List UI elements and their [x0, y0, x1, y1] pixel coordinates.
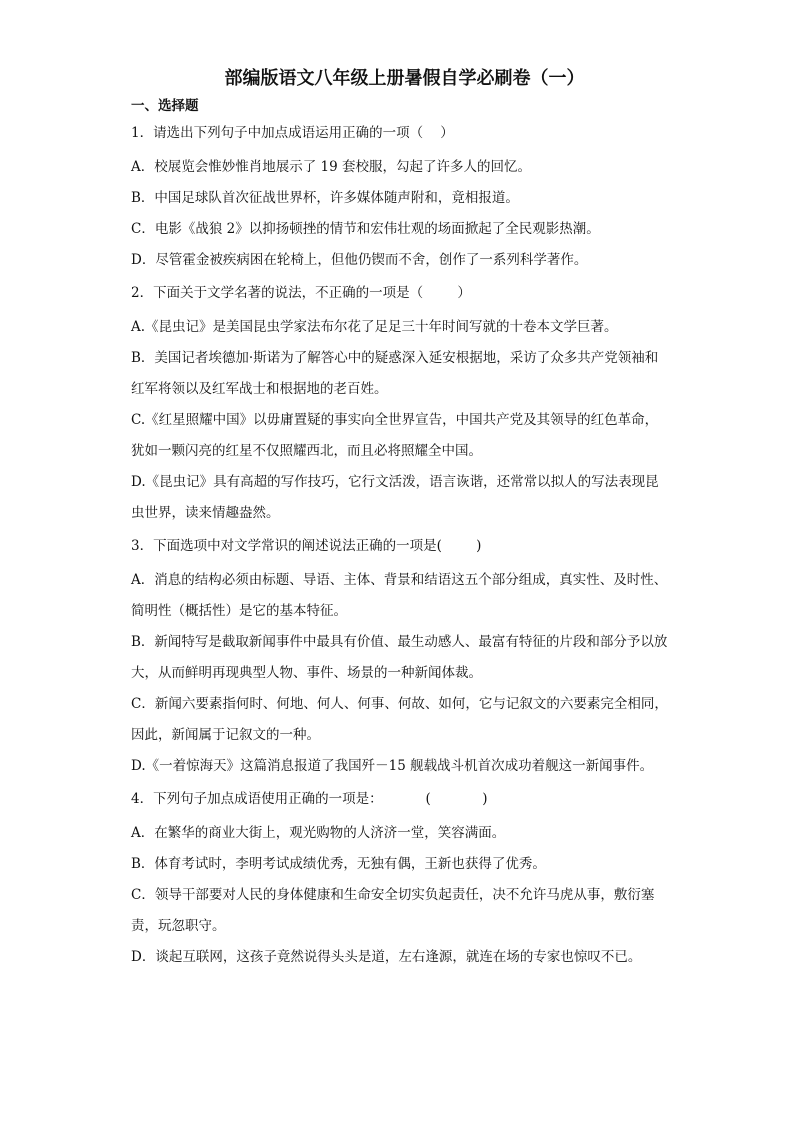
option-d: D．尽管霍金被疾病困在轮椅上，但他仍锲而不舍，创作了一系列科学著作。 [131, 252, 588, 268]
question-2 [131, 282, 670, 529]
option-c: C．领导干部要对人民的身体健康和生命安全切实负起责任，决不允许马虎从事，敷衍塞责，玩忽职守。 [131, 887, 655, 934]
question-stem: 3．下面选项中对文学常识的阐述说法正确的一项是( ) [131, 538, 482, 554]
question-3 [131, 535, 670, 782]
option-b: B．美国记者埃德加·斯诺为了解答心中的疑惑深入延安根据地，采访了众多共产党领袖和红军将领以及红军战士和根据地的老百姓。 [131, 350, 659, 397]
option-c: C．电影《战狼 2》以抑扬顿挫的情节和宏伟壮观的场面掀起了全民观影热潮。 [131, 221, 600, 237]
option-b: B．中国足球队首次征战世界杯，许多媒体随声附和，竟相报道。 [131, 190, 519, 206]
option-b: B．新闻特写是截取新闻事件中最具有价值、最生动感人、最富有特征的片段和部分予以放大，从而鲜明再现典型人物、事件、场景的一种新闻体裁。 [131, 634, 668, 681]
option-d: D.《昆虫记》具有高超的写作技巧，它行文活泼，语言诙谐，还常常以拟人的写法表现昆虫世界，读来情趣盎然。 [131, 474, 659, 521]
section-heading: 一、选择题 [131, 98, 199, 114]
question-stem: 2．下面关于文学名著的说法，不正确的一项是（ ） [131, 285, 471, 301]
question-stem: 1．请选出下列句子中加点成语运用正确的一项（ ） [131, 125, 454, 141]
question-stem: 4．下列句子加点成语使用正确的一项是： ( ) [131, 791, 488, 807]
option-c: C．新闻六要素指何时、何地、何人、何事、何故、如何，它与记叙文的六要素完全相同，因此，新闻属于记叙文的一种。 [131, 696, 668, 743]
exam-title: 部编版语文八年级上册暑假自学必刷卷（一） [224, 68, 585, 89]
option-d: D.《一着惊海天》这篇消息报道了我国歼－15 舰载战斗机首次成功着舰这一新闻事件。 [131, 758, 654, 774]
option-b: B．体育考试时，李明考试成绩优秀，无独有偶，王新也获得了优秀。 [131, 856, 546, 872]
option-a: A．在繁华的商业大街上，观光购物的人济济一堂，笑容满面。 [131, 825, 506, 841]
question-4 [131, 788, 670, 973]
question-1 [131, 122, 670, 276]
option-a: A．校展览会惟妙惟肖地展示了 19 套校服，勾起了许多人的回忆。 [131, 159, 532, 175]
option-a: A.《昆虫记》是美国昆虫学家法布尔花了足足三十年时间写就的十卷本文学巨著。 [131, 319, 618, 335]
option-c: C.《红星照耀中国》以毋庸置疑的事实向全世界宣告，中国共产党及其领导的红色革命，犹如一颗闪亮的红星不仅照耀西北，而且必将照耀全中国。 [131, 412, 659, 459]
option-a: A．消息的结构必须由标题、导语、主体、背景和结语这五个部分组成，真实性、及时性、简明性（概括性）是它的基本特征。 [131, 572, 668, 619]
option-d: D．谈起互联网，这孩子竟然说得头头是道，左右逢源，就连在场的专家也惊叹不已。 [131, 949, 642, 965]
